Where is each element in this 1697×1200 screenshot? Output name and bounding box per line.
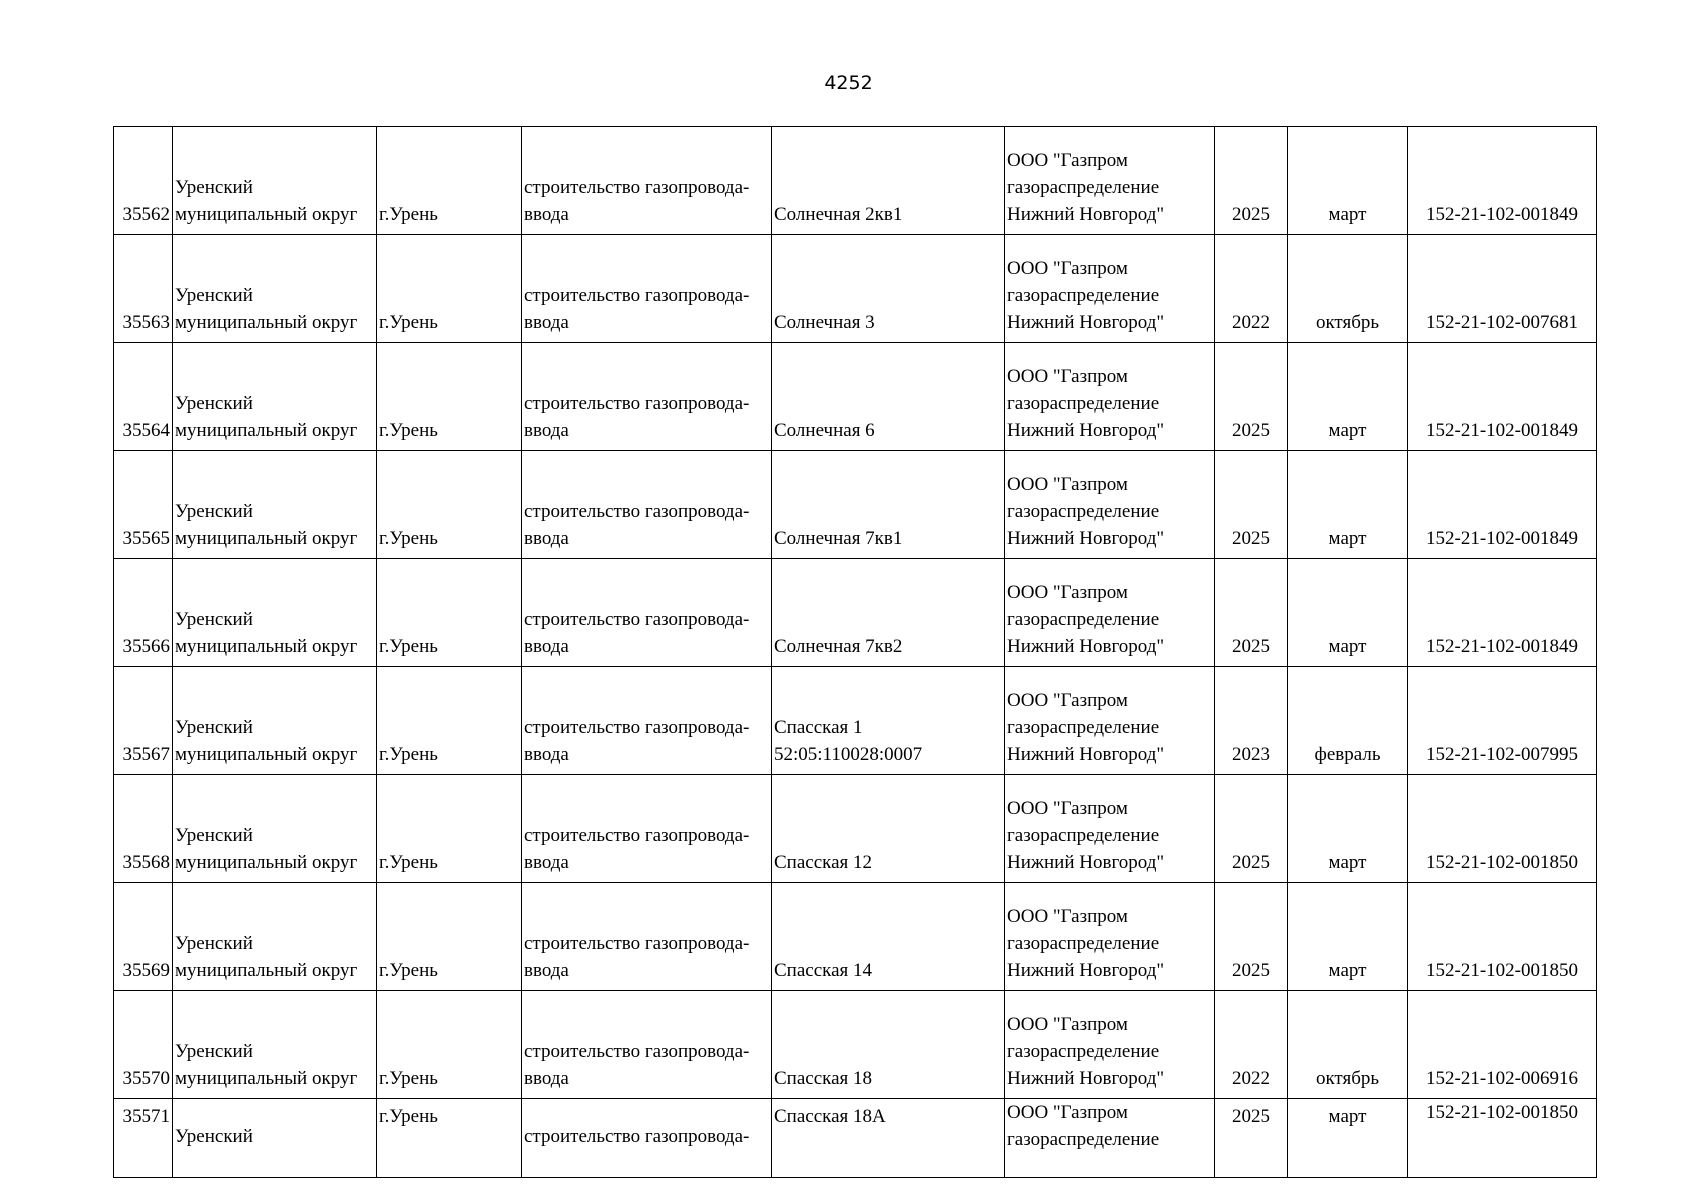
org-line-1: ООО "Газпром [1007, 690, 1128, 711]
org-line-1: ООО "Газпром [1007, 582, 1128, 603]
org-line-1: ООО "Газпром [1007, 798, 1128, 819]
work-line-1: строительство газопровода- [524, 285, 750, 306]
org-line-2: газораспределение [1007, 933, 1160, 954]
district-cell [173, 883, 377, 991]
address-line-2: 52:05:110028:0007 [774, 744, 923, 765]
org-line-1: ООО "Газпром [1007, 474, 1128, 495]
address-line-2: Солнечная 2кв1 [774, 204, 903, 225]
district-cell [173, 235, 377, 343]
org-line-2: газораспределение [1007, 501, 1160, 522]
district-line-1: Уренский [175, 285, 253, 306]
year-text: 2025 [1232, 528, 1270, 549]
work-type-cell [522, 1099, 772, 1178]
address-cell [772, 883, 1005, 991]
work-type-cell [522, 775, 772, 883]
district-cell [173, 991, 377, 1099]
row-number [114, 667, 173, 775]
year-text: 2025 [1232, 960, 1270, 981]
district-line-1: Уренский [175, 393, 253, 414]
year-cell [1215, 127, 1288, 235]
year-cell [1215, 235, 1288, 343]
locality-cell [377, 451, 522, 559]
object-code-cell [1408, 1099, 1597, 1178]
district-line-1: Уренский [175, 825, 253, 846]
object-code-cell [1408, 559, 1597, 667]
month-cell [1288, 1099, 1408, 1178]
object-code-text: 152-21-102-001849 [1426, 528, 1578, 549]
month-cell [1288, 991, 1408, 1099]
org-line-1: ООО "Газпром [1007, 258, 1128, 279]
address-line-2: Солнечная 3 [774, 312, 875, 333]
page-number: 4252 [824, 72, 873, 94]
district-line-2: муниципальный округ [175, 960, 358, 981]
district-line-2: муниципальный округ [175, 204, 358, 225]
row-number-text: 35566 [122, 636, 170, 657]
org-line-2: газораспределение [1007, 717, 1160, 738]
org-line-2: газораспределение [1007, 177, 1160, 198]
month-cell [1288, 127, 1408, 235]
work-type-cell [522, 343, 772, 451]
object-code-cell [1408, 451, 1597, 559]
address-text: Спасская 18А [774, 1106, 886, 1127]
object-code-cell [1408, 127, 1597, 235]
address-cell [772, 343, 1005, 451]
organization-cell [1005, 127, 1215, 235]
locality-text: г.Урень [379, 852, 438, 873]
org-line-3: Нижний Новгород" [1007, 852, 1165, 873]
locality-cell [377, 559, 522, 667]
row-number-text: 35563 [122, 312, 170, 333]
district-line-2: муниципальный округ [175, 744, 358, 765]
row-number [114, 235, 173, 343]
organization-cell [1005, 343, 1215, 451]
district-cell [173, 667, 377, 775]
district-line-1: Уренский [175, 177, 253, 198]
object-code-cell [1408, 667, 1597, 775]
org-line-1: ООО "Газпром [1007, 150, 1128, 171]
address-line-2: Спасская 18 [774, 1068, 873, 1089]
district-line-2: муниципальный округ [175, 636, 358, 657]
month-cell [1288, 235, 1408, 343]
table-row [114, 451, 1597, 559]
work-line-1: строительство газопровода- [524, 825, 750, 846]
year-cell [1215, 343, 1288, 451]
address-line-2: Солнечная 7кв2 [774, 636, 903, 657]
year-cell [1215, 775, 1288, 883]
year-text: 2025 [1232, 1106, 1270, 1127]
locality-text: г.Урень [379, 636, 438, 657]
work-line-1: строительство газопровода- [524, 933, 750, 954]
work-line-2: ввода [524, 528, 569, 549]
work-line-1: строительство газопровода- [524, 501, 750, 522]
locality-cell [377, 1099, 522, 1178]
work-line-1: строительство газопровода- [524, 177, 750, 198]
row-number-text: 35567 [122, 744, 170, 765]
object-code-text: 152-21-102-006916 [1426, 1068, 1578, 1089]
month-text: февраль [1314, 744, 1381, 765]
month-text: март [1328, 852, 1367, 873]
object-code-cell [1408, 991, 1597, 1099]
address-line-2: Солнечная 6 [774, 420, 875, 441]
row-number-text: 35569 [122, 960, 170, 981]
work-type-cell [522, 883, 772, 991]
year-text: 2025 [1232, 420, 1270, 441]
month-cell [1288, 451, 1408, 559]
locality-text: г.Урень [379, 312, 438, 333]
table-row [114, 127, 1597, 235]
month-cell [1288, 343, 1408, 451]
org-line-1: ООО "Газпром [1007, 1014, 1128, 1035]
org-line-2: газораспределение [1007, 285, 1160, 306]
locality-text: г.Урень [379, 1068, 438, 1089]
month-text: март [1328, 1106, 1367, 1127]
row-number [114, 451, 173, 559]
row-number-text: 35565 [122, 528, 170, 549]
year-cell [1215, 451, 1288, 559]
work-type-cell [522, 451, 772, 559]
object-code-text: 152-21-102-001849 [1426, 420, 1578, 441]
work-line-1: строительство газопровода- [524, 393, 750, 414]
locality-text: г.Урень [379, 528, 438, 549]
month-text: октябрь [1315, 1068, 1380, 1089]
month-cell [1288, 883, 1408, 991]
year-text: 2025 [1232, 852, 1270, 873]
address-line-2: Спасская 12 [774, 852, 873, 873]
year-text: 2025 [1232, 636, 1270, 657]
work-line-1: строительство газопровода- [524, 609, 750, 630]
org-line-2: газораспределение [1007, 609, 1160, 630]
object-code-cell [1408, 883, 1597, 991]
object-code-cell [1408, 775, 1597, 883]
month-text: март [1328, 420, 1367, 441]
table-row [114, 235, 1597, 343]
object-code-cell [1408, 235, 1597, 343]
year-text: 2025 [1232, 204, 1270, 225]
year-cell [1215, 991, 1288, 1099]
locality-cell [377, 343, 522, 451]
locality-text: г.Урень [379, 420, 438, 441]
month-text: октябрь [1315, 312, 1380, 333]
district-line-1: Уренский [175, 933, 253, 954]
work-type-cell [522, 235, 772, 343]
org-line-2: газораспределение [1007, 1129, 1160, 1150]
row-number-text: 35568 [122, 852, 170, 873]
work-type-cell [522, 127, 772, 235]
work-line-2: ввода [524, 420, 569, 441]
object-code-text: 152-21-102-007681 [1426, 312, 1578, 333]
organization-cell [1005, 235, 1215, 343]
district-cell [173, 127, 377, 235]
work-line-2: ввода [524, 636, 569, 657]
locality-text: г.Урень [379, 204, 438, 225]
address-line-2: Солнечная 7кв1 [774, 528, 903, 549]
month-text: март [1328, 204, 1367, 225]
address-cell [772, 1099, 1005, 1178]
object-code-cell [1408, 343, 1597, 451]
table-row [114, 883, 1597, 991]
row-number [114, 1099, 173, 1178]
org-line-2: газораспределение [1007, 393, 1160, 414]
org-line-1: ООО "Газпром [1007, 1102, 1128, 1123]
district-line-1: Уренский [175, 1041, 253, 1062]
locality-cell [377, 991, 522, 1099]
object-code-text: 152-21-102-001849 [1426, 204, 1578, 225]
locality-text: г.Урень [379, 1106, 438, 1127]
address-cell [772, 667, 1005, 775]
org-line-1: ООО "Газпром [1007, 906, 1128, 927]
year-text: 2022 [1232, 312, 1270, 333]
month-cell [1288, 775, 1408, 883]
work-type-cell [522, 667, 772, 775]
address-cell [772, 559, 1005, 667]
row-number [114, 127, 173, 235]
org-line-3: Нижний Новгород" [1007, 1068, 1165, 1089]
organization-cell [1005, 883, 1215, 991]
address-cell [772, 127, 1005, 235]
table-body [114, 127, 1597, 1178]
row-number [114, 559, 173, 667]
address-cell [772, 775, 1005, 883]
address-line-1: Спасская 1 [774, 717, 863, 738]
work-line-1: строительство газопровода- [524, 717, 750, 738]
row-number-text: 35562 [122, 204, 170, 225]
organization-cell [1005, 775, 1215, 883]
org-line-3: Нижний Новгород" [1007, 528, 1165, 549]
district-line-2: муниципальный округ [175, 528, 358, 549]
locality-cell [377, 883, 522, 991]
work-type-cell [522, 559, 772, 667]
gasification-registry-table [113, 126, 1597, 1178]
district-cell [173, 451, 377, 559]
district-line-2: муниципальный округ [175, 420, 358, 441]
year-text: 2022 [1232, 1068, 1270, 1089]
district-line-2: муниципальный округ [175, 852, 358, 873]
district-cell [173, 775, 377, 883]
month-text: март [1328, 636, 1367, 657]
org-line-2: газораспределение [1007, 1041, 1160, 1062]
object-code-text: 152-21-102-001850 [1426, 1102, 1578, 1123]
row-number-text: 35564 [122, 420, 170, 441]
address-cell [772, 991, 1005, 1099]
row-number [114, 883, 173, 991]
org-line-3: Нижний Новгород" [1007, 960, 1165, 981]
org-line-3: Нижний Новгород" [1007, 636, 1165, 657]
org-line-1: ООО "Газпром [1007, 366, 1128, 387]
org-line-3: Нижний Новгород" [1007, 420, 1165, 441]
locality-text: г.Урень [379, 744, 438, 765]
row-number [114, 343, 173, 451]
table-row-partial [114, 1099, 1597, 1178]
work-line-2: ввода [524, 744, 569, 765]
org-line-3: Нижний Новгород" [1007, 204, 1165, 225]
work-line-2: ввода [524, 852, 569, 873]
work-line-2: ввода [524, 312, 569, 333]
district-line-1: Уренский [175, 609, 253, 630]
district-line-2: муниципальный округ [175, 312, 358, 333]
address-line-2: Спасская 14 [774, 960, 873, 981]
table-row [114, 991, 1597, 1099]
locality-cell [377, 667, 522, 775]
district-line-1: Уренский [175, 501, 253, 522]
org-line-3: Нижний Новгород" [1007, 312, 1165, 333]
district-line-1: Уренский [175, 717, 253, 738]
organization-cell [1005, 991, 1215, 1099]
row-number [114, 991, 173, 1099]
month-cell [1288, 559, 1408, 667]
year-text: 2023 [1232, 744, 1270, 765]
object-code-text: 152-21-102-001850 [1426, 852, 1578, 873]
org-line-3: Нижний Новгород" [1007, 744, 1165, 765]
work-type-cell [522, 991, 772, 1099]
address-cell [772, 451, 1005, 559]
object-code-text: 152-21-102-007995 [1426, 744, 1578, 765]
month-text: март [1328, 960, 1367, 981]
district-cell [173, 1099, 377, 1178]
locality-cell [377, 127, 522, 235]
district-line-2: муниципальный округ [175, 1068, 358, 1089]
locality-text: г.Урень [379, 960, 438, 981]
org-line-2: газораспределение [1007, 825, 1160, 846]
work-line-2: ввода [524, 204, 569, 225]
organization-cell [1005, 1099, 1215, 1178]
table-row [114, 559, 1597, 667]
table-row [114, 775, 1597, 883]
locality-cell [377, 235, 522, 343]
row-number-text: 35571 [122, 1106, 170, 1127]
work-line-1: строительство газопровода- [524, 1041, 750, 1062]
year-cell [1215, 883, 1288, 991]
year-cell [1215, 559, 1288, 667]
work-line-1: строительство газопровода- [524, 1126, 750, 1147]
object-code-text: 152-21-102-001849 [1426, 636, 1578, 657]
table-row [114, 343, 1597, 451]
district-cell [173, 559, 377, 667]
address-cell [772, 235, 1005, 343]
organization-cell [1005, 667, 1215, 775]
organization-cell [1005, 559, 1215, 667]
month-cell [1288, 667, 1408, 775]
object-code-text: 152-21-102-001850 [1426, 960, 1578, 981]
year-cell [1215, 1099, 1288, 1178]
locality-cell [377, 775, 522, 883]
table-row [114, 667, 1597, 775]
row-number-text: 35570 [122, 1068, 170, 1089]
year-cell [1215, 667, 1288, 775]
work-line-2: ввода [524, 960, 569, 981]
district-cell [173, 343, 377, 451]
row-number [114, 775, 173, 883]
district-line-1: Уренский [175, 1126, 253, 1147]
organization-cell [1005, 451, 1215, 559]
work-line-2: ввода [524, 1068, 569, 1089]
month-text: март [1328, 528, 1367, 549]
